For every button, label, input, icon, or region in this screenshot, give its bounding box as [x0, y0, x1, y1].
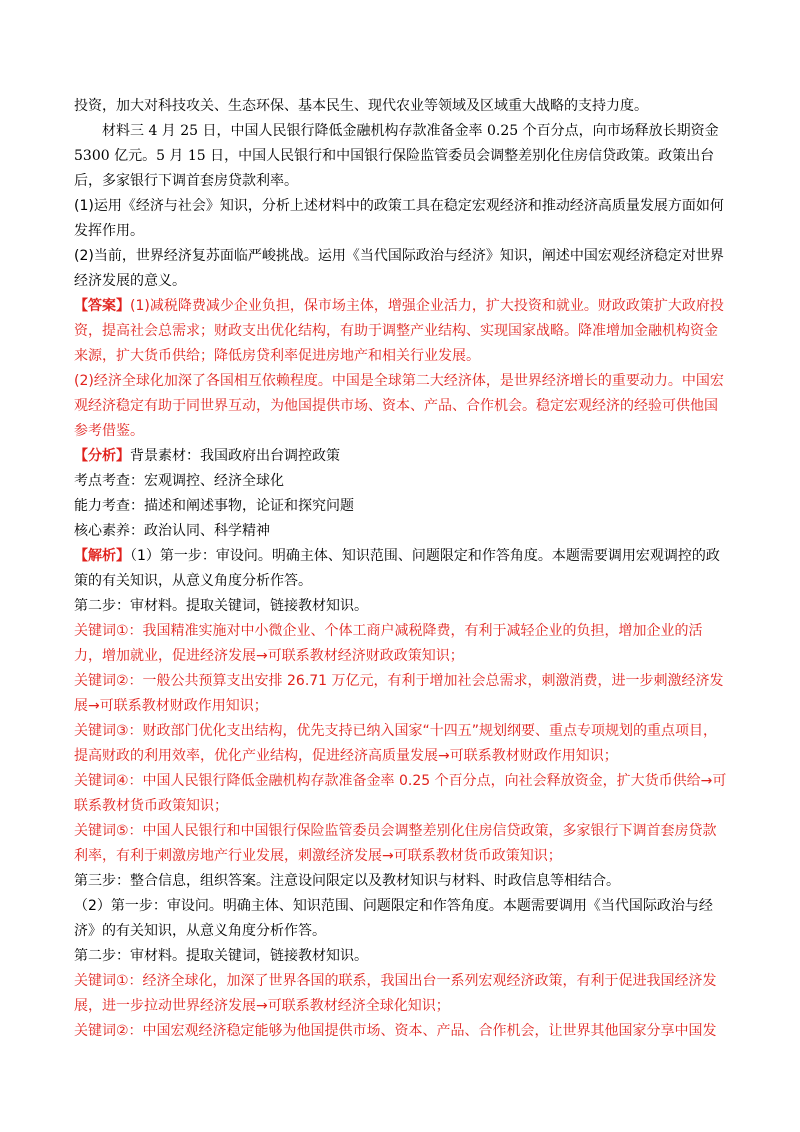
explanation-q1-step1 [74, 544, 730, 594]
answer-part-1-text: (1)减税降费减少企业负担，保市场主体，增强企业活力，扩大投资和就业。财政政策扩大政府投资，提高社会总需求；财政支出优化结构，有助于调整产业结构、实现国家战略。降准增加金融机构资金来源，扩大货币供给；降低房贷利率促进房地产和相关行业发展。 [74, 298, 724, 364]
question-1: (1)运用《经济与社会》知识，分析上述材料中的政策工具在稳定宏观经济和推动经济高质量发展方面如何发挥作用。 [74, 198, 724, 239]
analysis-literacy: 核心素养：政治认同、科学精神 [74, 523, 270, 539]
explanation-q2-step1: （2）第一步：审设问。明确主体、知识范围、问题限定和作答角度。本题需要调用《当代国际政治与经济》的有关知识，从意义角度分析作答。 [74, 898, 713, 939]
explanation-q2-step2: 第二步：审材料。提取关键词，链接教材知识。 [74, 948, 368, 964]
explanation-q1-step2: 第二步：审材料。提取关键词，链接教材知识。 [74, 598, 368, 614]
explanation-label: 【解析】 [74, 548, 130, 564]
analysis-label: 【分析】 [74, 448, 130, 464]
q2-keyword-2: 关键词②：中国宏观经济稳定能够为他国提供市场、资本、产品、合作机会，让世界其他国家分享中国发 [74, 1023, 717, 1039]
explanation-q1-step3: 第三步：整合信息，组织答案。注意设问限定以及教材知识与材料、时政信息等相结合。 [74, 873, 620, 889]
analysis-background-text: 背景素材：我国政府出台调控政策 [130, 448, 340, 464]
explanation-q1-step1-text: （1）第一步：审设问。明确主体、知识范围、问题限定和作答角度。本题需要调用宏观调控的政策的有关知识，从意义角度分析作答。 [74, 548, 720, 589]
answer-label: 【答案】 [74, 298, 130, 314]
analysis-background [74, 444, 730, 469]
q1-keyword-3: 关键词③：财政部门优化支出结构，优先支持已纳入国家“十四五”规划纲要、重点专项规划的重点项目，提高财政的利用效率，优化产业结构，促进经济高质量发展→可联系教材财政作用知识； [74, 723, 718, 764]
question-2: (2)当前，世界经济复苏面临严峻挑战。运用《当代国际政治与经济》知识，阐述中国宏观经济稳定对世界经济发展的意义。 [74, 248, 724, 289]
q1-keyword-1: 关键词①：我国精准实施对中小微企业、个体工商户减税降费，有利于减轻企业的负担，增加企业的活力，增加就业，促进经济发展→可联系教材经济财政政策知识； [74, 623, 703, 664]
analysis-ability: 能力考查：描述和阐述事物，论证和探究问题 [74, 498, 354, 514]
analysis-points: 考点考查：宏观调控、经济全球化 [74, 473, 284, 489]
material-3: 材料三 4 月 25 日，中国人民银行降低金融机构存款准备金率 0.25 个百分点，向市场释放长期资金 5300 亿元。5 月 15 日，中国人民银行和中国银行保险监管委员会调整差别化住房信贷政策。政策出台后，多家银行下调首套房贷款利率。 [74, 123, 719, 189]
q1-keyword-4: 关键词④：中国人民银行降低金融机构存款准备金率 0.25 个百分点，向社会释放资金，扩大货币供给→可联系教材货币政策知识； [74, 773, 727, 814]
q1-keyword-5: 关键词⑤：中国人民银行和中国银行保险监管委员会调整差别化住房信贷政策，多家银行下调首套房贷款利率，有利于刺激房地产行业发展，刺激经济发展→可联系教材货币政策知识； [74, 823, 717, 864]
q2-keyword-1: 关键词①：经济全球化，加深了世界各国的联系，我国出台一系列宏观经济政策，有利于促进我国经济发展，进一步拉动世界经济发展→可联系教材经济全球化知识； [74, 973, 717, 1014]
answer-part-2: (2)经济全球化加深了各国相互依赖程度。中国是全球第二大经济体，是世界经济增长的重要动力。中国宏观经济稳定有助于同世界互动，为他国提供市场、资本、产品、合作机会。稳定宏观经济的经验可供他国参考借鉴。 [74, 373, 724, 439]
answer-part-1 [74, 294, 730, 369]
q1-keyword-2: 关键词②：一般公共预算支出安排 26.71 万亿元，有利于增加社会总需求，刺激消费，进一步刺激经济发展→可联系教材财政作用知识； [74, 673, 724, 714]
intro-continuation: 投资，加大对科技攻关、生态环保、基本民生、现代农业等领域及区域重大战略的支持力度。 [74, 98, 648, 114]
